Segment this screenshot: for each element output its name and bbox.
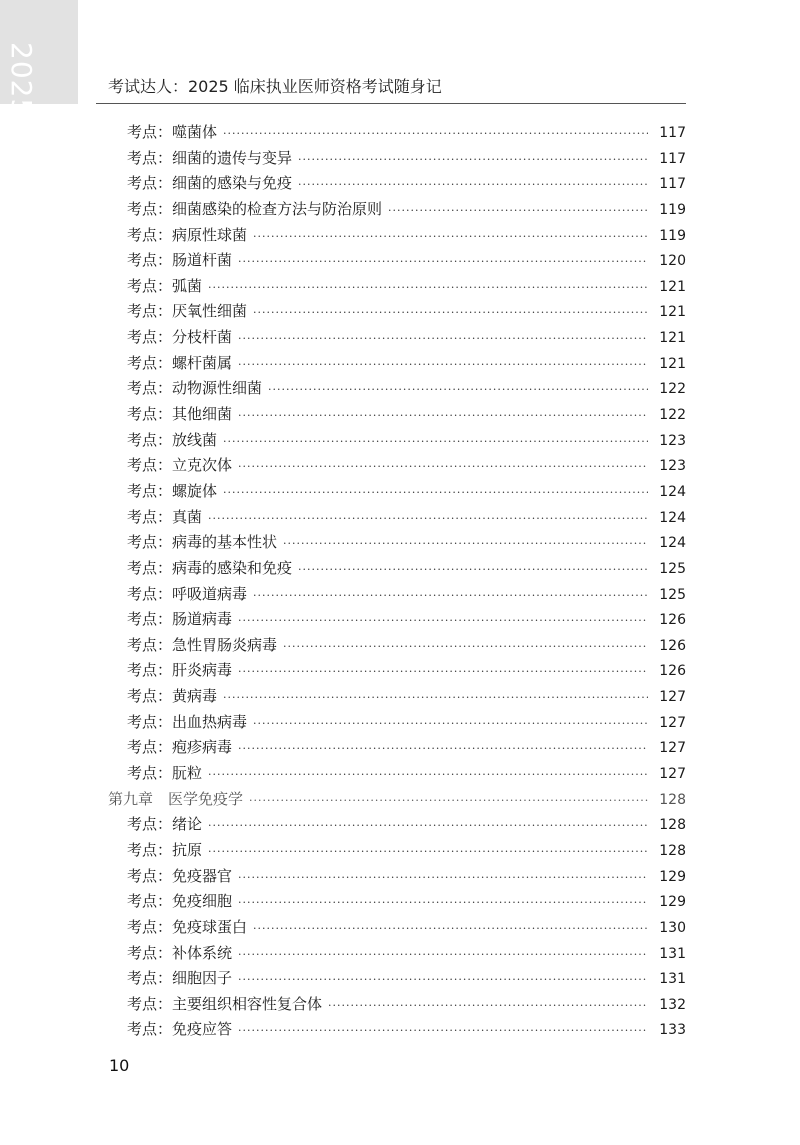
toc-entry-page: 126 [659, 612, 686, 629]
running-header-title: 考试达人：2025 临床执业医师资格考试随身记 [108, 77, 442, 96]
toc-entry-label: 考点：出血热病毒 [127, 712, 248, 731]
toc-entry-label: 考点：黄病毒 [127, 687, 218, 706]
toc-entry-label: 考点：放线菌 [127, 430, 218, 449]
dot-leader [238, 942, 648, 968]
dot-leader [253, 300, 648, 326]
toc-entry-page: 127 [659, 689, 686, 706]
toc-entry-page: 131 [659, 971, 686, 988]
toc-entry-label: 考点：细菌的感染与免疫 [127, 174, 293, 193]
toc-entry-page: 124 [659, 535, 686, 552]
toc-entry-page: 128 [659, 842, 686, 859]
toc-entry[interactable] [108, 402, 686, 428]
toc-entry-label: 考点：病毒的感染和免疫 [127, 558, 293, 577]
toc-entry-label: 考点：肝炎病毒 [127, 661, 233, 680]
toc-entry-page: 122 [659, 407, 686, 424]
toc-entry-label: 考点：免疫细胞 [127, 892, 233, 911]
toc-entry-label: 考点：补体系统 [127, 943, 233, 962]
toc-entry-label: 考点：急性胃肠炎病毒 [127, 635, 278, 654]
toc-entry-label: 考点：免疫应答 [127, 1020, 233, 1039]
toc-entry-label: 考点：细菌感染的检查方法与防治原则 [127, 199, 383, 218]
toc-entry-page: 119 [659, 227, 686, 244]
toc-entry[interactable] [108, 582, 686, 608]
toc-entry[interactable] [108, 838, 686, 864]
toc-entry[interactable] [108, 171, 686, 197]
toc-entry-page: 128 [659, 817, 686, 834]
dot-leader [283, 634, 648, 660]
toc-entry[interactable] [108, 889, 686, 915]
dot-leader [238, 1018, 648, 1044]
toc-entry-page: 127 [659, 714, 686, 731]
dot-leader [238, 865, 648, 891]
toc-entry-page: 125 [659, 560, 686, 577]
dot-leader [238, 736, 648, 762]
toc-entry-label: 考点：真菌 [127, 507, 203, 526]
table-of-contents [108, 120, 686, 1043]
toc-entry-page: 117 [659, 176, 686, 193]
dot-leader [253, 916, 648, 942]
toc-entry[interactable] [108, 146, 686, 172]
toc-entry-page: 120 [659, 253, 686, 270]
toc-entry-page: 127 [659, 766, 686, 783]
toc-entry[interactable] [108, 992, 686, 1018]
toc-entry-page: 117 [659, 125, 686, 141]
toc-entry[interactable] [108, 633, 686, 659]
dot-leader [253, 711, 648, 737]
toc-entry-label: 考点：细胞因子 [127, 969, 233, 988]
dot-leader [298, 172, 648, 198]
toc-entry[interactable] [108, 735, 686, 761]
toc-entry-page: 133 [659, 1022, 686, 1039]
toc-entry-label: 考点：分枝杆菌 [127, 328, 233, 347]
toc-entry[interactable] [108, 428, 686, 454]
toc-entry-label: 考点：免疫器官 [127, 866, 233, 885]
dot-leader [388, 198, 648, 224]
toc-entry-page: 121 [659, 304, 686, 321]
toc-entry-page: 129 [659, 868, 686, 885]
corner-year-tab [0, 0, 78, 118]
toc-entry[interactable] [108, 915, 686, 941]
dot-leader [268, 377, 648, 403]
toc-entry[interactable] [108, 864, 686, 890]
toc-entry[interactable] [108, 1017, 686, 1043]
toc-entry-label: 考点：动物源性细菌 [127, 379, 263, 398]
dot-leader [238, 967, 648, 993]
toc-entry-page: 124 [659, 483, 686, 500]
dot-leader [238, 326, 648, 352]
dot-leader [328, 993, 648, 1019]
dot-leader [298, 557, 648, 583]
header-divider [96, 103, 686, 104]
toc-entry[interactable] [108, 453, 686, 479]
toc-entry-page: 119 [659, 201, 686, 218]
dot-leader [223, 429, 648, 455]
dot-leader [223, 121, 648, 147]
toc-entry-page: 128 [659, 791, 686, 808]
dot-leader [283, 531, 648, 557]
toc-entry-label: 考点：病毒的基本性状 [127, 533, 278, 552]
toc-entry[interactable] [108, 479, 686, 505]
toc-entry-page: 126 [659, 637, 686, 654]
dot-leader [208, 839, 648, 865]
corner-year: 2025 [5, 42, 38, 118]
toc-entry[interactable] [108, 274, 686, 300]
toc-entry-label: 第九章 医学免疫学 [108, 789, 244, 808]
toc-entry-label: 考点：立克次体 [127, 456, 233, 475]
dot-leader [253, 583, 648, 609]
dot-leader [238, 454, 648, 480]
toc-entry-page: 130 [659, 919, 686, 936]
toc-entry[interactable] [108, 120, 686, 146]
toc-entry[interactable] [108, 966, 686, 992]
dot-leader [249, 788, 648, 814]
toc-entry-page: 131 [659, 945, 686, 962]
dot-leader [238, 608, 648, 634]
dot-leader [238, 403, 648, 429]
toc-entry-page: 121 [659, 330, 686, 347]
toc-entry-label: 考点：肠道病毒 [127, 610, 233, 629]
toc-entry-label: 考点：厌氧性细菌 [127, 302, 248, 321]
toc-entry-page: 132 [659, 996, 686, 1013]
dot-leader [208, 762, 648, 788]
toc-entry[interactable] [108, 556, 686, 582]
toc-entry-page: 121 [659, 355, 686, 372]
toc-entry[interactable] [108, 248, 686, 274]
toc-entry[interactable] [108, 325, 686, 351]
toc-entry-label: 考点：呼吸道病毒 [127, 584, 248, 603]
toc-entry[interactable] [108, 941, 686, 967]
toc-entry-label: 考点：免疫球蛋白 [127, 917, 248, 936]
toc-chapter-entry[interactable] [108, 787, 686, 813]
dot-leader [223, 480, 648, 506]
toc-entry[interactable] [108, 761, 686, 787]
toc-entry-label: 考点：弧菌 [127, 276, 203, 295]
dot-leader [238, 890, 648, 916]
toc-entry-page: 125 [659, 586, 686, 603]
toc-entry-label: 考点：螺旋体 [127, 481, 218, 500]
toc-entry-label: 考点：抗原 [127, 840, 203, 859]
dot-leader [238, 249, 648, 275]
toc-entry-label: 考点：螺杆菌属 [127, 353, 233, 372]
toc-entry-label: 考点：其他细菌 [127, 405, 233, 424]
toc-entry-label: 考点：细菌的遗传与变异 [127, 148, 293, 167]
toc-entry-page: 123 [659, 458, 686, 475]
toc-entry-page: 129 [659, 894, 686, 911]
toc-entry-page: 123 [659, 432, 686, 449]
toc-entry[interactable] [108, 684, 686, 710]
toc-entry-label: 考点：肠道杆菌 [127, 251, 233, 270]
toc-entry-label: 考点：绪论 [127, 815, 203, 834]
toc-entry[interactable] [108, 376, 686, 402]
toc-entry[interactable] [108, 812, 686, 838]
toc-entry[interactable] [108, 223, 686, 249]
dot-leader [238, 352, 648, 378]
toc-entry-page: 121 [659, 278, 686, 295]
toc-entry[interactable] [108, 658, 686, 684]
toc-entry-page: 124 [659, 509, 686, 526]
toc-entry-page: 127 [659, 740, 686, 757]
dot-leader [223, 685, 648, 711]
toc-entry-label: 考点：噬菌体 [127, 123, 218, 141]
toc-entry[interactable] [108, 530, 686, 556]
toc-entry-label: 考点：病原性球菌 [127, 225, 248, 244]
toc-entry[interactable] [108, 505, 686, 531]
dot-leader [208, 813, 648, 839]
dot-leader [208, 275, 648, 301]
dot-leader [298, 147, 648, 173]
toc-entry[interactable] [108, 197, 686, 223]
toc-entry-page: 126 [659, 663, 686, 680]
page-number: 10 [109, 1056, 130, 1075]
dot-leader [238, 659, 648, 685]
toc-entry[interactable] [108, 299, 686, 325]
toc-entry[interactable] [108, 351, 686, 377]
dot-leader [208, 506, 648, 532]
dot-leader [253, 224, 648, 250]
toc-entry[interactable] [108, 710, 686, 736]
toc-entry-page: 122 [659, 381, 686, 398]
toc-entry-label: 考点：主要组织相容性复合体 [127, 994, 323, 1013]
toc-entry[interactable] [108, 607, 686, 633]
toc-entry-label: 考点：疱疹病毒 [127, 738, 233, 757]
toc-entry-label: 考点：朊粒 [127, 764, 203, 783]
toc-entry-page: 117 [659, 150, 686, 167]
